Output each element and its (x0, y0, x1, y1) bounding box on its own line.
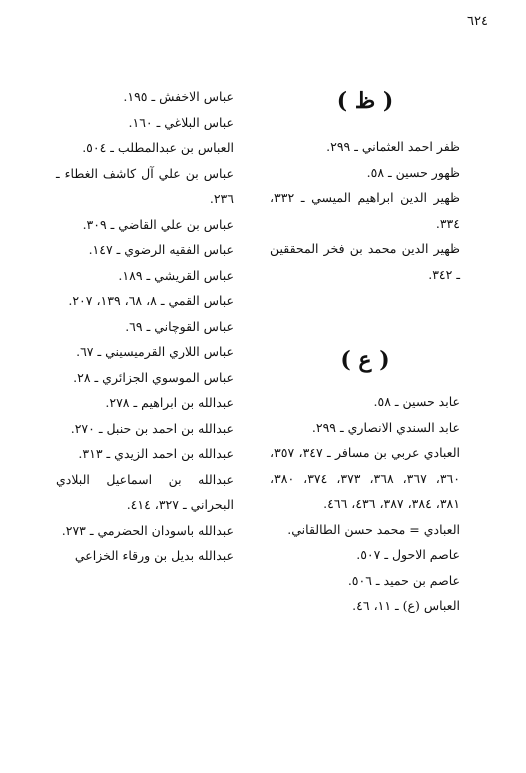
index-entry: عباس القريشي ـ ١٨٩. (118, 267, 234, 283)
index-entry: ظهير الدين ابراهيم الميسي ـ ٣٣٢، ٣٣٤. (270, 190, 460, 231)
index-entry: عبدالله بن ابراهيم ـ ٢٧٨. (105, 395, 234, 410)
index-entry: العبادي عربي بن مسافر ـ ٣٤٧، ٣٥٧، ٣٦٠، ٣٦٧، ٣٦٨، ٣٧٣، ٣٧٤، ٣٨٠، ٣٨١، ٣٨٤، ٣٨٧، ٤٣٦، ٤٦٦. (270, 445, 460, 511)
section-heading-zaa: ( ظ ) (336, 88, 394, 114)
index-entry: ظفر احمد العثماني ـ ٢٩٩. (326, 139, 460, 154)
index-entry: عباس الفقيه الرضوي ـ ١٤٧. (88, 242, 234, 257)
index-entry: عباس بن علي القاضي ـ ٣٠٩. (82, 216, 234, 232)
index-entry: عباس القمي ـ ٨، ٦٨، ١٣٩، ٢٠٧. (68, 293, 234, 308)
index-column-left (56, 84, 234, 569)
index-entry: عباس الاخفش ـ ١٩٥. (123, 89, 234, 104)
index-entry: العباس بن عبدالمطلب ـ ٥٠٤. (82, 140, 234, 155)
index-entry: عابد حسين ـ ٥٨. (373, 394, 460, 409)
index-entry: عباس اللاري القرميسيني ـ ٦٧. (76, 344, 234, 359)
index-entry: عاصم بن حميد ـ ٥٠٦. (347, 572, 460, 588)
index-entry: عبدالله بن احمد الزيدي ـ ٣١٣. (78, 446, 234, 461)
index-entry: ظهير الدين محمد بن فخر المحققين ـ ٣٤٢. (270, 241, 460, 282)
index-entry: عاصم الاحول ـ ٥٠٧. (356, 547, 460, 562)
index-entry: عباس بن علي آل كاشف الغطاء ـ ٢٣٦. (56, 165, 234, 206)
page-number: ٦٢٤ (467, 14, 488, 29)
index-entry: العباس (ع) ـ ١١، ٤٦. (352, 598, 460, 613)
index-entry: عبدالله باسودان الحضرمي ـ ٢٧٣. (61, 522, 234, 538)
index-entry: ظهور حسين ـ ٥٨. (366, 164, 460, 180)
index-entry: عبدالله بديل بن ورقاء الخزاعي (74, 548, 234, 563)
index-entry: عباس القوچاني ـ ٦٩. (125, 318, 234, 334)
index-entry: عابد السندي الانصاري ـ ٢٩٩. (311, 419, 460, 435)
index-column-right (270, 84, 460, 619)
section-heading-ain: ( ع ) (340, 347, 390, 373)
index-entry: عباس البلاغي ـ ١٦٠. (128, 114, 234, 130)
index-entry: عبدالله بن اسماعيل البلادي البحراني ـ ٣٢٧، ٤١٤. (56, 471, 234, 512)
index-entry: العبادي = محمد حسن الطالقاني. (287, 521, 460, 537)
index-entry: عباس الموسوي الجزائري ـ ٢٨. (73, 369, 234, 385)
index-entry: عبدالله بن احمد بن حنبل ـ ٢٧٠. (70, 420, 234, 436)
